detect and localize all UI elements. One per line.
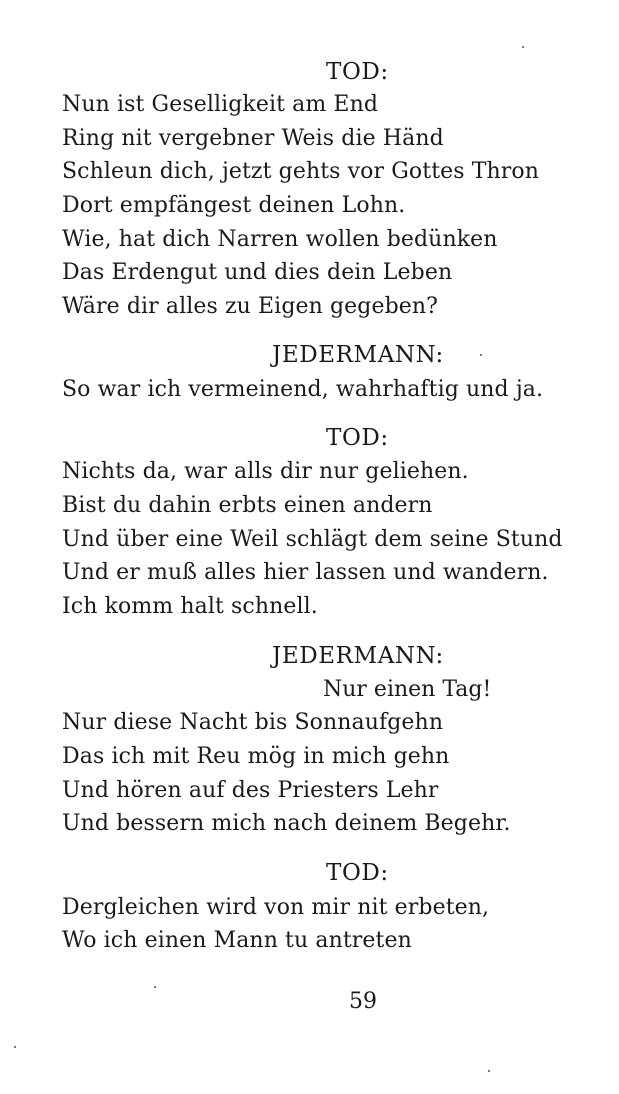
speaker-label: TOD: (326, 59, 389, 85)
verse-line: Das ich mit Reu mög in mich gehn (62, 744, 450, 769)
verse-line: Nun ist Geselligkeit am End (62, 92, 379, 117)
verse-line: Und er muß alles hier lassen und wandern. (62, 560, 549, 585)
verse-line: Ring nit vergebner Weis die Händ (62, 126, 444, 151)
verse-line: Und hören auf des Priesters Lehr (62, 778, 439, 803)
verse-line: Und über eine Weil schlägt dem seine Stund (62, 527, 563, 552)
scan-speck (488, 1070, 490, 1072)
scan-speck (480, 354, 482, 356)
verse-line: Dort empfängest deinen Lohn. (62, 193, 406, 218)
verse-line: Bist du dahin erbts einen andern (62, 493, 433, 518)
verse-line: So war ich vermeinend, wahrhaftig und ja. (62, 377, 544, 402)
speaker-label: TOD: (326, 425, 389, 451)
page-number: 59 (349, 989, 377, 1014)
verse-line: Das Erdengut und dies dein Leben (62, 260, 453, 285)
scan-speck (522, 46, 524, 48)
verse-line: Nichts da, war alls dir nur geliehen. (62, 459, 469, 484)
verse-line: Und bessern mich nach deinem Begehr. (62, 811, 511, 836)
verse-line: Wo ich einen Mann tu antreten (62, 928, 412, 953)
verse-line: Wie, hat dich Narren wollen bedünken (62, 227, 498, 252)
verse-line-indented: Nur einen Tag! (323, 677, 492, 702)
verse-line: Schleun dich, jetzt gehts vor Gottes Thron (62, 159, 540, 184)
scan-speck (14, 1046, 16, 1048)
verse-line: Ich komm halt schnell. (62, 594, 318, 619)
verse-line: Dergleichen wird von mir nit erbeten, (62, 895, 490, 920)
speaker-label: TOD: (326, 860, 389, 886)
speaker-label: JEDERMANN: (272, 342, 444, 368)
verse-line: Wäre dir alles zu Eigen gegeben? (62, 294, 439, 319)
scan-speck (154, 986, 156, 988)
verse-line: Nur diese Nacht bis Sonnaufgehn (62, 710, 444, 735)
speaker-label: JEDERMANN: (272, 643, 444, 669)
